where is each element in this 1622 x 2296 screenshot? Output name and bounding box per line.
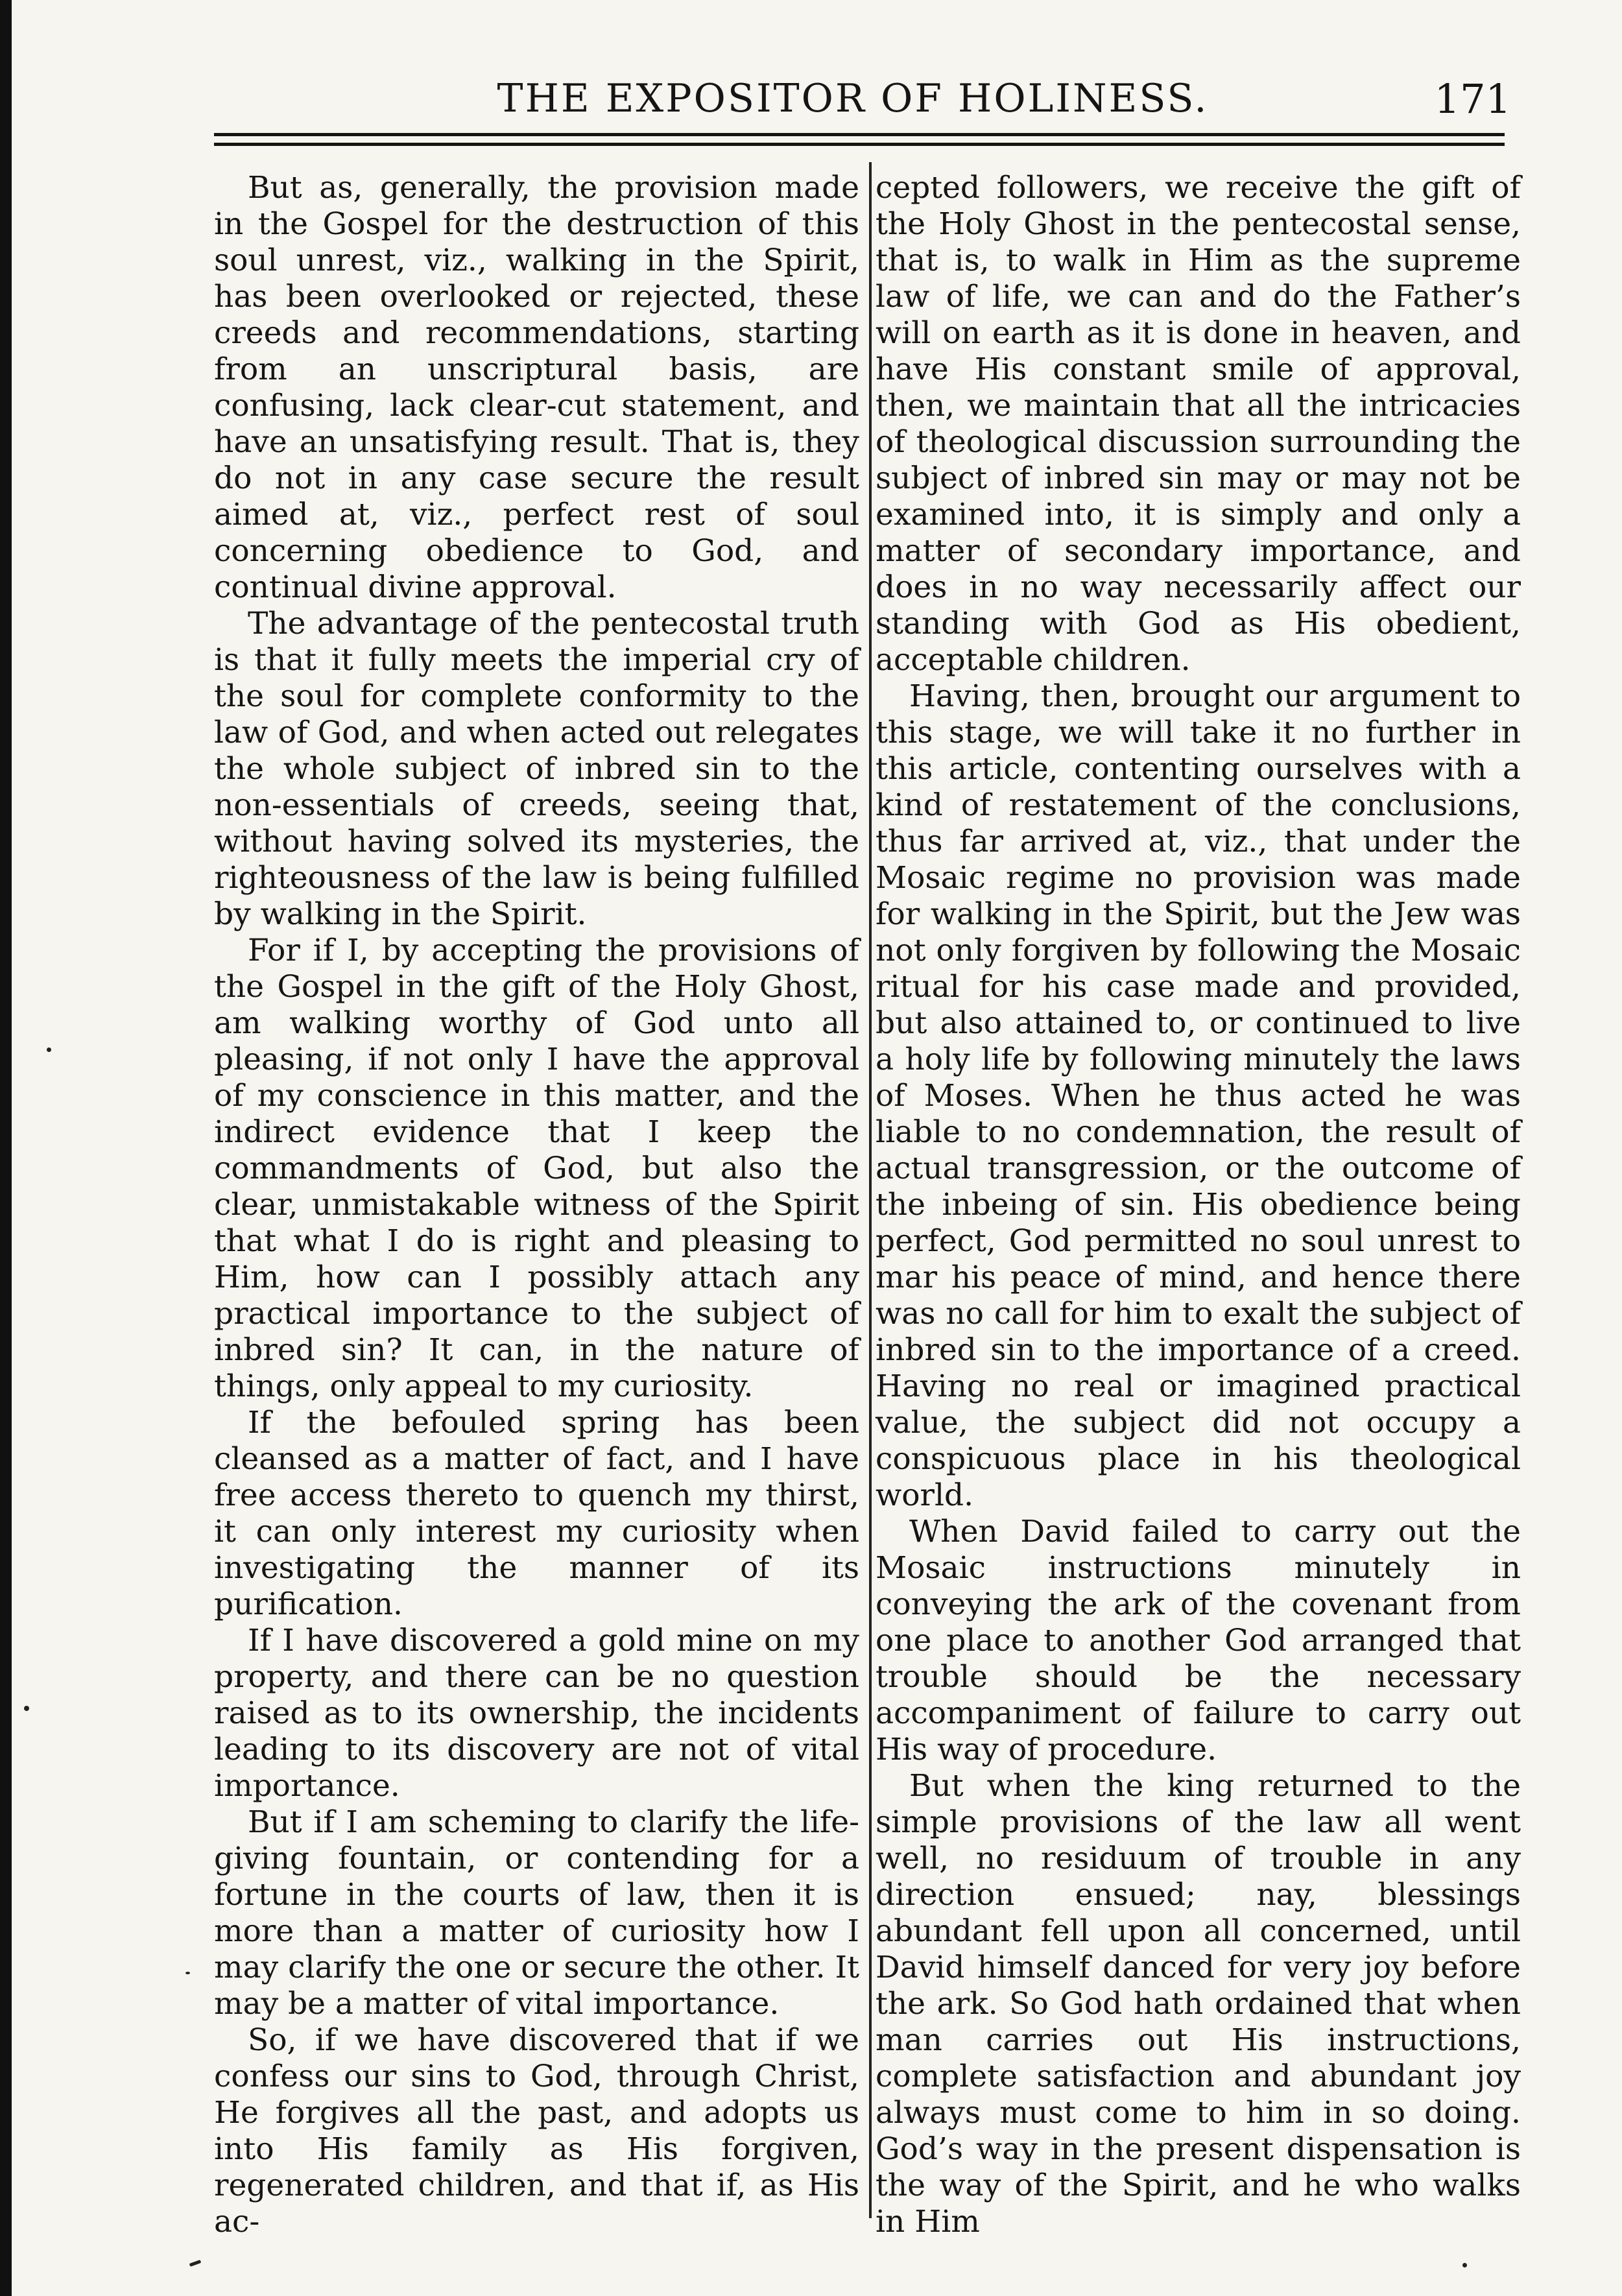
publication-title: THE EXPOSITOR OF HOLINESS.	[497, 76, 1209, 121]
left-paragraph-4: If the befouled spring has been cleansed as a matter of fact, and I have free access thereto to quench my thirst, it can only interest my curiosity when investigating the manner of its purification.	[214, 1405, 859, 1622]
scan-speck-2	[24, 1706, 29, 1711]
page-spine	[0, 0, 12, 2296]
scan-speck-3	[185, 1972, 190, 1974]
header-rule-top	[214, 133, 1505, 136]
column-divider	[869, 162, 872, 2218]
scan-speck-4	[189, 2260, 202, 2267]
left-paragraph-3: For if I, by accepting the provisions of the Gospel in the gift of the Holy Ghost, am walking worthy of God unto all pleasing, if not only I have the approval of my conscience in this matter, and the indirect evidence that I keep the commandments of God, but also the clear, unmistakable witness of the Spirit that what I do is right and pleasing to Him, how can I possibly attach any practical importance to the subject of inbred sin? It can, in the nature of things, only appeal to my curiosity.	[214, 933, 859, 1404]
header-rule-bottom	[214, 143, 1505, 146]
right-paragraph-4: But when the king returned to the simple provisions of the law all went well, no residuum of trouble in any direction ensued; nay, blessings abundant fell upon all concerned, until David himself danced for very joy before the ark. So God hath ordained that when man carries out His instructions, complete satisfaction and abundant joy always must come to him in so doing. God’s way in the present dispensation is the way of the Spirit, and he who walks in Him	[876, 1768, 1521, 2240]
left-paragraph-1: But as, generally, the provision made in the Gospel for the destruction of this soul unrest, viz., walking in the Spirit, has been overlooked or rejected, these creeds and recommendations, starting from an unscriptural basis, are confusing, lack clear-cut statement, and have an unsatisfying result. That is, they do not in any case secure the result aimed at, viz., perfect rest of soul concerning obedience to God, and continual divine approval.	[214, 170, 859, 605]
right-paragraph-3: When David failed to carry out the Mosaic instructions minutely in conveying the ark of the covenant from one place to another God arranged that trouble should be the necessary accompaniment of failure to carry out His way of procedure.	[876, 1514, 1521, 1767]
left-paragraph-6: But if I am scheming to clarify the life-giving fountain, or contending for a fortune in the courts of law, then it is more than a matter of curiosity how I may clarify the one or secure the other. It may be a matter of vital importance.	[214, 1804, 859, 2022]
left-paragraph-5: If I have discovered a gold mine on my property, and there can be no question raised as to its ownership, the incidents leading to its discovery are not of vital importance.	[214, 1623, 859, 1804]
right-paragraph-2: Having, then, brought our argument to this stage, we will take it no further in this article, contenting ourselves with a kind of restatement of the conclusions, thus far arrived at, viz., that under the Mosaic regime no provision was made for walking in the Spirit, but the Jew was not only forgiven by following the Mosaic ritual for his case made and provided, but also attained to, or continued to live a holy life by following minutely the laws of Moses. When he thus acted he was liable to no condemnation, the result of actual transgression, or the outcome of the inbeing of sin. His obedience being perfect, God permitted no soul unrest to mar his peace of mind, and hence there was no call for him to exalt the subject of inbred sin to the importance of a creed. Having no real or imagined practical value, the subject did not occupy a conspicuous place in his theological world.	[876, 678, 1521, 1513]
scan-speck-5	[1462, 2263, 1467, 2267]
page-number: 171	[1434, 75, 1511, 123]
left-paragraph-2: The advantage of the pentecostal truth is that it fully meets the imperial cry of the soul for complete conformity to the law of God, and when acted out relegates the whole subject of inbred sin to the non-essentials of creeds, seeing that, without having solved its mysteries, the righteousness of the law is being fulfilled by walking in the Spirit.	[214, 606, 859, 932]
page-header	[195, 60, 1511, 131]
left-text-column	[214, 170, 859, 2240]
right-paragraph-1: cepted followers, we receive the gift of the Holy Ghost in the pentecostal sense, that is, to walk in Him as the supreme law of life, we can and do the Father’s will on earth as it is done in heaven, and have His constant smile of approval, then, we maintain that all the intricacies of theological discussion surrounding the subject of inbred sin may or may not be examined into, it is simply and only a matter of secondary importance, and does in no way necessarily affect our standing with God as His obedient, acceptable children.	[876, 170, 1521, 678]
left-paragraph-7: So, if we have discovered that if we confess our sins to God, through Christ, He forgives all the past, and adopts us into His family as His forgiven, regenerated children, and that if, as His ac-	[214, 2022, 859, 2240]
scan-speck-1	[47, 1047, 51, 1052]
right-text-column	[876, 170, 1521, 2240]
